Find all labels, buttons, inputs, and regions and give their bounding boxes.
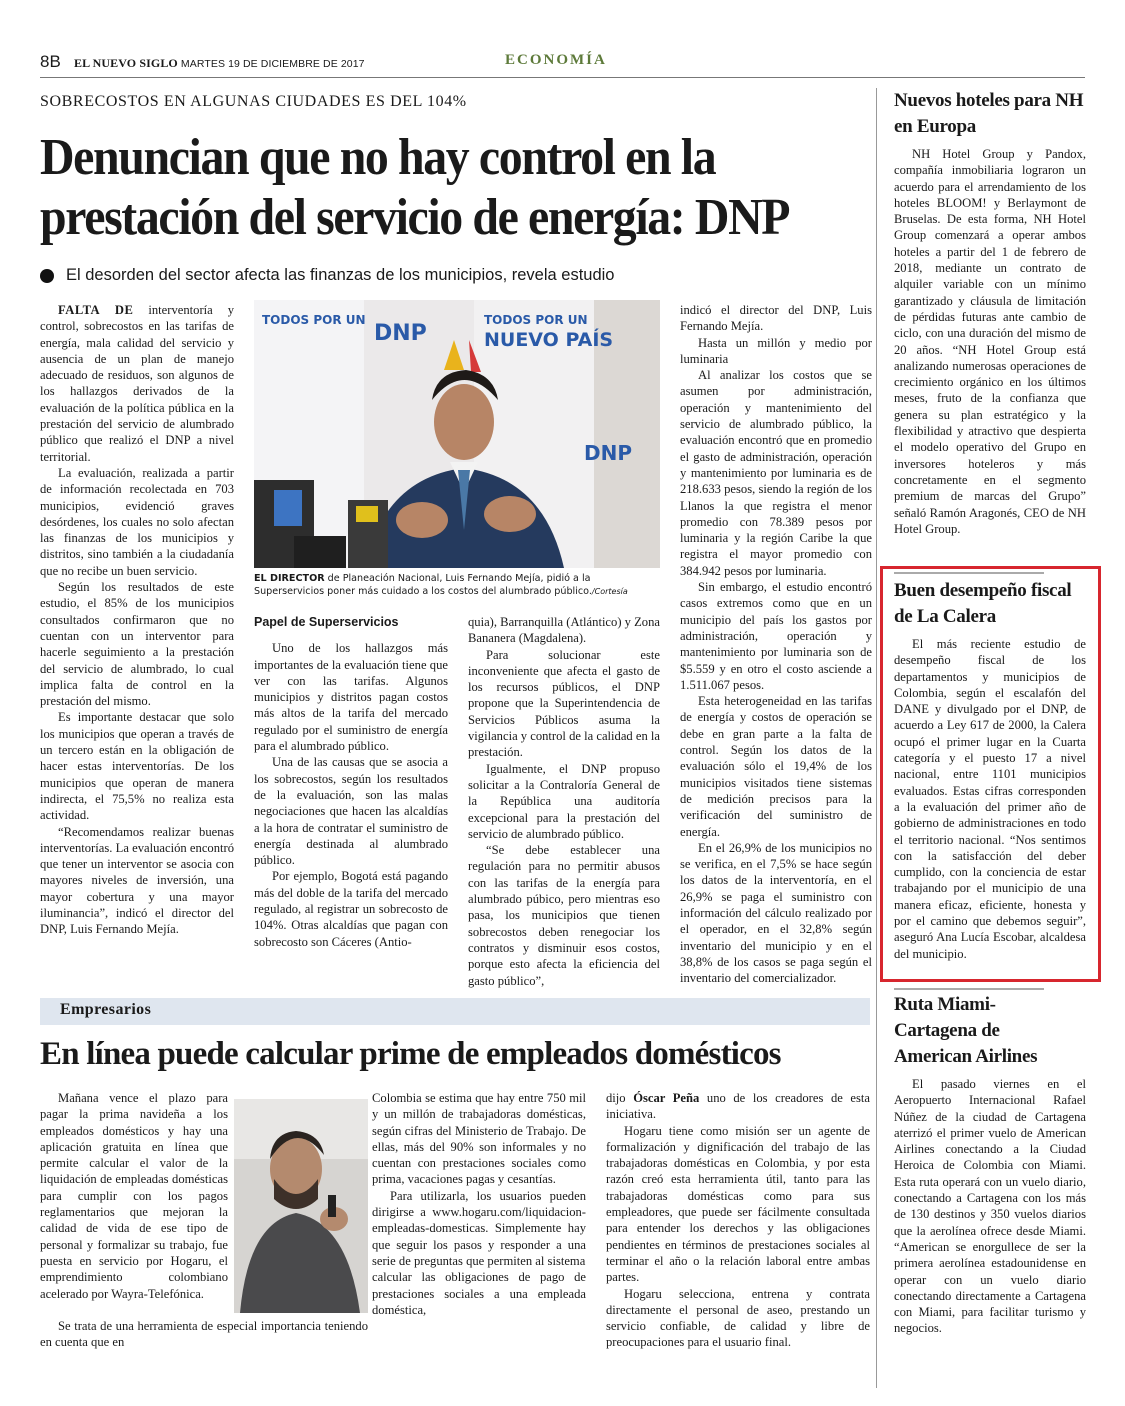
sidebar-item-la-calera xyxy=(894,578,1086,962)
paragraph: Para solucionar este inconveniente que afecta el gasto de los recursos públicos, el DNP propone que la Superintendencia de Servicios Públicos asuma la vigilancia y control de la calidad en la prestación. xyxy=(468,647,660,760)
paragraph: Hogaru tiene como misión ser un agente de formalización y dignificación del trabajo de las trabajadoras domésticas en Colombia, y por esta razón creó esta herramienta útil, tanto para las trabajadoras domésticas como para sus empleadores, que puede ser fácilmente consultada para entender los derechos y las obligaciones pendientes en términos de prestaciones sociales al terminar el año o la relación laboral entre ambas partes. xyxy=(606,1123,870,1285)
sign-text-3: DNP xyxy=(374,321,427,346)
bullet-icon xyxy=(40,269,54,283)
sidebar-item-nh-hotels xyxy=(894,88,1086,537)
paragraph: Una de las causas que se asocia a los sobrecostos, según los resultados de la evaluación, son las malas negociaciones que hacen las alcaldías a la hora de contratar el suministro de energía destinada al alumbrado público. xyxy=(254,755,448,868)
caption-text: de Planeación Nacional, Luis Fernando Mejía, pidió a la Superservicios poner más cuidado a los costos del alumbrado público. xyxy=(254,573,592,597)
paragraph: Al analizar los costos que se asumen por administración, operación y mantenimiento del servicio de alumbrado público, la evaluación encontró que en promedio el gasto de administración, operación y mantenimiento por luminaria es de 218.633 pesos, siendo la región de los Llanos la que registra el menor promedio con 78.389 pesos por luminaria y la región Caribe la que registra el mayor promedio con 384.942 pesos por luminaria. xyxy=(680,368,872,578)
sign-text-6: DNP xyxy=(584,441,632,465)
paragraph: “Se debe establecer una regulación para no permitir abusos con las tarifas de la energía para alumbrado púbico, pero mientras eso pasa, los municipios que tienen sobrecostos deben renegociar los contratos y disminuir esos costos, porque esto afecta la eficiencia del gasto público”, xyxy=(468,843,660,988)
paragraph: FALTA DE interventoría y control, sobrecostos en las tarifas de energía, mala calidad del servicio y ausencia de un plan de manejo adecuado de residuos, son algunos de los hallazgos derivados de la evaluación de la política pública en la prestación del servicio de alumbrado público que realizó el DNP a nivel territorial. xyxy=(40,303,234,464)
issue-date: MARTES 19 DE DICIEMBRE DE 2017 xyxy=(180,58,365,70)
main-column-1 xyxy=(40,302,234,938)
main-column-2 xyxy=(254,614,448,950)
sign-text-1: TODOS POR UN xyxy=(262,313,366,327)
paragraph: Hogaru selecciona, entrena y contrata directamente el personal de aseo, prestando un servicio confiable, de calidad y libre de preocupaciones para el usuario final. xyxy=(606,1286,870,1350)
sidebar-item-american-airlines xyxy=(894,992,1086,1337)
subsection-heading: Papel de Superservicios xyxy=(254,615,399,629)
paragraph: Mañana vence el plazo para pagar la prima navideña a los empleados domésticos y hay una aplicación gratuita en línea que permite calcular el valor de la liquidación de empleadas domésticas para cumplir con los pagos reglamentarios que mejoran la calidad de vida de ese tipo de personal y formalizar su trabajo, fue puesta en servicio por Hogaru, el emprendimiento colombiano acelerado por Wayra-Telefónica. xyxy=(40,1091,228,1301)
paragraph: quia), Barranquilla (Atlántico) y Zona Bananera (Magdalena). xyxy=(468,615,660,646)
sign-text-4: TODOS POR UN xyxy=(484,313,588,327)
paragraph: dijo Óscar Peña uno de los creadores de esta iniciativa. xyxy=(606,1091,870,1122)
paragraph: Uno de los hallazgos más importantes de la evaluación tiene que ver con las tarifas. Algunos municipios y distritos pagan costos más altos de la tarifa del mercado regulado por el suministro de energía para el alumbrado público. xyxy=(254,641,448,754)
second-column-1-bottom xyxy=(40,1318,368,1351)
main-headline xyxy=(40,128,804,248)
paragraph: Por ejemplo, Bogotá está pagando más del doble de la tarifa del mercado regulado, al registrar un sobrecosto de 104%. Otras alcaldías que pagan con sobrecosto son Cáceres (Antio- xyxy=(254,869,448,949)
paragraph: Esta heterogeneidad en las tarifas de energía y costos de operación se debe en gran parte a la falta de control. Según los datos de la evaluación sólo el 19,4% de los municipios visitados tiene sistemas de medición precisos para la verificación del suministro de energía. xyxy=(680,694,872,839)
second-column-3 xyxy=(606,1090,870,1351)
paragraph: Se trata de una herramienta de especial importancia teniendo en cuenta que en xyxy=(40,1319,368,1350)
paragraph: Para utilizarla, los usuarios pueden dirigirse a www.hogaru.com/liquidacion-empleadas-domesticas. Simplemente hay que seguir los pasos y responder a una serie de preguntas que permiten al sistema xyxy=(372,1188,586,1268)
page-number: 8B xyxy=(40,52,61,71)
headline-line-2: prestación del servicio de energía: DNP xyxy=(40,189,790,246)
oscar-pena-photo xyxy=(234,1099,368,1313)
sidebar-text: NH Hotel Group y Pandox, compañía inmobiliaria lograron un acuerdo para el arrendamiento de los hoteles BLOOM! y Berlaymont de Bruselas. De esta forma, NH Hotel Group comenzará a operar ambos hoteles a partir del 1 de febrero de 2018, mediante un contrato de alquiler variable con un mínimo garantizado y cláusula de limitación de pérdidas futuras ante cambio de ciclo, con una duración del mismo de 20 años. “NH Hotel Group está analizando numerosas operaciones de crecimiento orgánico en los últimos meses, fruto de la confianza que genera su plan estratégico y la flexibilidad y atractivo que despierta el modelo operativo del Grupo en inversores hoteleros y más concretamente en el segmento premium de marcas del Grupo” señaló Ramón Aragonés, CEO de NH Hotel Group. xyxy=(894,147,1086,536)
paragraph: Sin embargo, el estudio encontró casos extremos como que en un municipio del país los gastos por administración, operación y mantenimiento por luminaria son de $5.559 y en otro el costo asciende a 1.511.067 pesos. xyxy=(680,580,872,692)
masthead xyxy=(74,56,365,71)
photo-illustration xyxy=(254,300,660,568)
sidebar-text: El más reciente estudio de desempeño fiscal de los departamentos y municipios de Colombia, según el escalafón del DANE y divulgado por el DNP, de acuerdo a Ley 617 de 2000, la Calera ocupó el primer lugar en la Cuarta categoría y el puesto 17 a nivel nacional, entre 1101 municipios evaluados. Estas cifras corresponden a la evaluación del primer año de gobierno de administraciones en todo el territorio nacional. “Nos sentimos con la satisfacción del deber cumplido, con la conciencia de estar trabajando por el municipio de una manera eficaz, eficiente, honesta y por el camino que debemos seguir”, aseguró Ana Lucía Escobar, alcaldesa del municipio. xyxy=(894,637,1086,961)
paragraph: calcular las obligaciones de pago de prestaciones sociales a una empleada doméstica, xyxy=(372,1270,586,1317)
paragraph: Colombia se estima que hay entre 750 mil y un millón de trabajadoras domésticas, según cifras del Ministerio de Trabajo. De ellas, más del 90% son informales y no cuentan con prestaciones sociales como prima, vacaciones pagas y cesantías. xyxy=(372,1091,586,1187)
main-column-3 xyxy=(468,614,660,989)
sidebar-divider xyxy=(894,988,1044,990)
sidebar-title: Nuevos hoteles para NH en Europa xyxy=(894,90,1084,137)
caption-lead: EL DIRECTOR xyxy=(254,573,325,584)
subheadline: El desorden del sector afecta las finanzas de los municipios, revela estudio xyxy=(66,266,615,284)
paragraph: La evaluación, realizada a partir de información recolectada en 703 municipios, evidenció graves desórdenes, los cuales no solo afectan las finanzas de los municipios y distritos, sino también a la ciudadanía que no recibe un buen servicio. xyxy=(40,465,234,578)
sidebar-title: Buen desempeño fiscal de La Calera xyxy=(894,580,1072,627)
paragraph: Según los resultados de este estudio, el 85% de los municipios consultados confirmaron que no cuentan con un interventor para hacerle seguimiento a la prestación del servicio de alumbrado, lo cual implica falta de control en la prestación del mismo. xyxy=(40,580,234,709)
paragraph: indicó el director del DNP, Luis Fernando Mejía. xyxy=(680,303,872,334)
paragraph: Es importante destacar que solo los municipios que operan a través de un tercero están en la obligación de hacer estas interventorías. De los municipios que operan de manera indirecta, el 75,5% no realiza esta actividad. xyxy=(40,710,234,823)
headline-line-1: Denuncian que no hay control en la xyxy=(40,129,716,186)
section-name: ECONOMÍA xyxy=(505,52,607,68)
director-photo xyxy=(254,300,660,568)
sidebar-divider xyxy=(894,572,1044,574)
header-rule xyxy=(40,77,1085,78)
second-column-1-top xyxy=(40,1090,228,1302)
second-column-2 xyxy=(372,1090,586,1318)
paragraph: “Recomendamos realizar buenas interventorías. La evaluación encontró que tener un interventor se asocia con mayores niveles de inversión, una mayor cobertura y una mayor iluminancia”, indicó el director del DNP, Luis Fernando Mejía. xyxy=(40,824,234,937)
paragraph: Hasta un millón y medio por luminaria xyxy=(680,335,872,366)
sidebar-text: El pasado viernes en el Aeropuerto Internacional Rafael Núñez de la ciudad de Cartagena aterrizó el primer vuelo de American Airlines conectando a la Ciudad Heroica de Colombia con Miami. Esta ruta operará con un vuelo diario, conectando a Cartagena con los más de 130 destinos y 350 vuelos diarios que la aerolínea ofrece desde Miami. “American se enorgullece de ser la primera aerolínea estadounidense en operar con un vuelo diario conectando directamente a Cartagena con Miami, para facilitar turismo y negocios. xyxy=(894,1077,1086,1336)
kicker: SOBRECOSTOS EN ALGUNAS CIUDADES ES DEL 104% xyxy=(40,93,467,110)
photo-illustration xyxy=(234,1099,368,1313)
band-label: Empresarios xyxy=(60,1001,152,1018)
main-column-4 xyxy=(680,302,872,986)
second-headline: En línea puede calcular prime de empleados domésticos xyxy=(40,1036,781,1072)
paragraph: En el 26,9% de los municipios no se verifica, en el 7,5% se hace según los datos de la interventoría, en el 26,9% se paga el suministro con información del cálculo realizado por el operador, en el 32,8% según inventario del municipio y en el 38,8% de los casos se paga según el inventario del comercializador. xyxy=(680,840,872,986)
caption-credit: /Cortesía xyxy=(591,587,628,596)
sign-text-5: NUEVO PAÍS xyxy=(484,329,614,351)
paragraph: Igualmente, el DNP propuso solicitar a la Contraloría General de la República una auditoría excepcional para la prestación del servicio de alumbrado público. xyxy=(468,761,660,841)
sidebar-rule xyxy=(876,88,877,1388)
photo-caption xyxy=(254,572,660,598)
sidebar-title: Ruta Miami-Cartagena de American Airlines xyxy=(894,994,1038,1067)
lead-in: FALTA DE xyxy=(58,303,134,317)
newspaper-name: EL NUEVO SIGLO xyxy=(74,56,178,70)
section-band xyxy=(40,998,870,1025)
